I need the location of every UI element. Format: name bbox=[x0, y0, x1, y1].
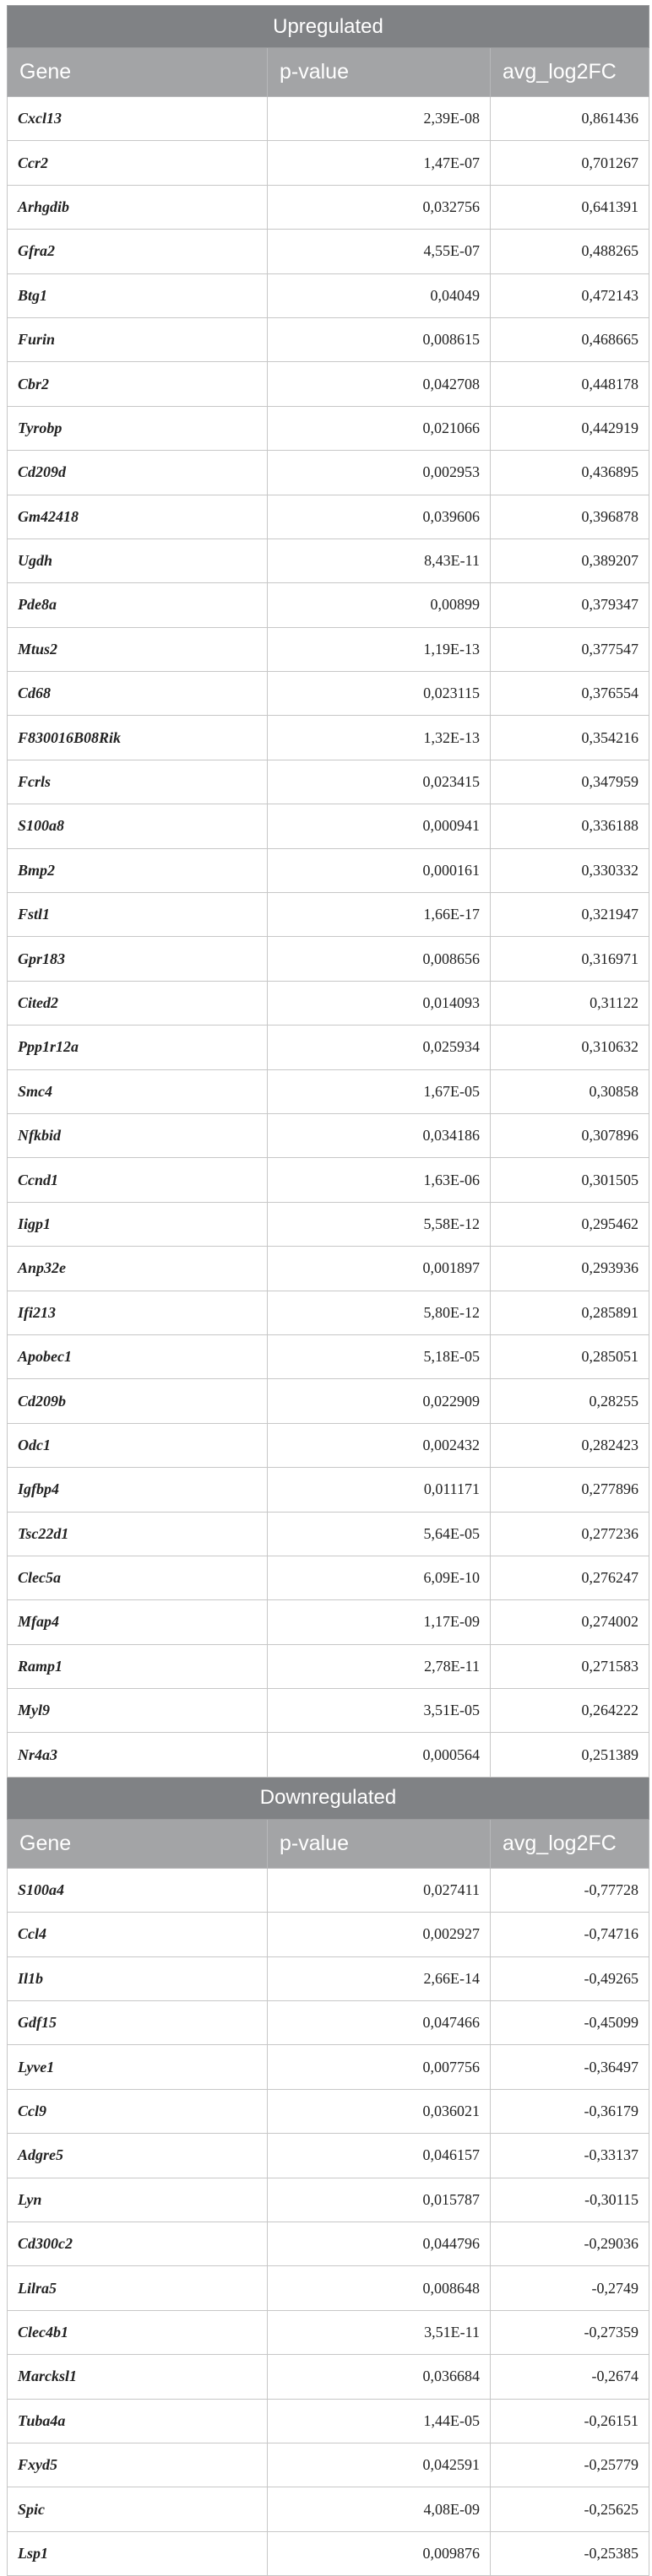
upregulated-title: Upregulated bbox=[8, 6, 649, 48]
gene-cell: Tyrobp bbox=[8, 406, 268, 450]
table-row bbox=[8, 1913, 649, 1956]
table-row bbox=[8, 2399, 649, 2443]
p-value-cell: 5,80E-12 bbox=[268, 1291, 491, 1334]
log2fc-cell: 0,293936 bbox=[491, 1247, 649, 1291]
p-value-cell: 0,000161 bbox=[268, 848, 491, 892]
gene-cell: Ugdh bbox=[8, 538, 268, 582]
gene-cell: Arhgdib bbox=[8, 185, 268, 229]
log2fc-cell: 0,30858 bbox=[491, 1069, 649, 1113]
log2fc-cell: -0,74716 bbox=[491, 1913, 649, 1956]
p-value-cell: 0,027411 bbox=[268, 1868, 491, 1912]
gene-cell: Lyve1 bbox=[8, 2045, 268, 2089]
p-value-cell: 2,78E-11 bbox=[268, 1644, 491, 1688]
gene-cell: Spic bbox=[8, 2487, 268, 2531]
p-value-cell: 4,08E-09 bbox=[268, 2487, 491, 2531]
log2fc-column-header: avg_log2FC bbox=[491, 48, 649, 97]
gene-cell: Bmp2 bbox=[8, 848, 268, 892]
log2fc-cell: 0,436895 bbox=[491, 451, 649, 495]
gene-expression-table bbox=[7, 5, 649, 2576]
p-value-cell: 0,022909 bbox=[268, 1379, 491, 1423]
gene-cell: Iigp1 bbox=[8, 1202, 268, 1246]
gene-cell: Anp32e bbox=[8, 1247, 268, 1291]
log2fc-cell: -0,2749 bbox=[491, 2266, 649, 2310]
table-row bbox=[8, 1956, 649, 2000]
downregulated-section-header bbox=[8, 1777, 649, 1819]
log2fc-cell: -0,77728 bbox=[491, 1868, 649, 1912]
p-value-cell: 0,008615 bbox=[268, 317, 491, 361]
gene-cell: Nr4a3 bbox=[8, 1733, 268, 1777]
p-value-cell: 2,39E-08 bbox=[268, 97, 491, 141]
p-value-cell: 0,023115 bbox=[268, 672, 491, 716]
p-value-cell: 1,19E-13 bbox=[268, 627, 491, 671]
p-value-column-header: p-value bbox=[268, 48, 491, 97]
gene-cell: S100a4 bbox=[8, 1868, 268, 1912]
table-row bbox=[8, 2134, 649, 2178]
p-value-cell: 0,046157 bbox=[268, 2134, 491, 2178]
p-value-cell: 5,58E-12 bbox=[268, 1202, 491, 1246]
log2fc-cell: 0,354216 bbox=[491, 716, 649, 760]
table-row bbox=[8, 495, 649, 538]
gene-cell: Fcrls bbox=[8, 760, 268, 804]
table-row bbox=[8, 2001, 649, 2045]
log2fc-cell: 0,389207 bbox=[491, 538, 649, 582]
p-value-cell: 0,034186 bbox=[268, 1113, 491, 1157]
table-row bbox=[8, 716, 649, 760]
gene-column-header: Gene bbox=[8, 1819, 268, 1868]
p-value-cell: 0,009876 bbox=[268, 2531, 491, 2575]
p-value-cell: 0,036021 bbox=[268, 2089, 491, 2133]
log2fc-cell: 0,271583 bbox=[491, 1644, 649, 1688]
log2fc-cell: 0,274002 bbox=[491, 1600, 649, 1644]
gene-cell: Marcksl1 bbox=[8, 2355, 268, 2399]
p-value-cell: 0,044796 bbox=[268, 2222, 491, 2265]
gene-cell: Lyn bbox=[8, 2178, 268, 2222]
gene-cell: Ccr2 bbox=[8, 141, 268, 185]
gene-cell: Fxyd5 bbox=[8, 2443, 268, 2487]
gene-cell: Apobec1 bbox=[8, 1334, 268, 1378]
gene-cell: Mtus2 bbox=[8, 627, 268, 671]
p-value-cell: 0,007756 bbox=[268, 2045, 491, 2089]
log2fc-cell: 0,28255 bbox=[491, 1379, 649, 1423]
p-value-cell: 0,047466 bbox=[268, 2001, 491, 2045]
log2fc-cell: 0,277236 bbox=[491, 1512, 649, 1556]
p-value-cell: 0,002953 bbox=[268, 451, 491, 495]
gene-cell: Cd209b bbox=[8, 1379, 268, 1423]
gene-cell: Ccl4 bbox=[8, 1913, 268, 1956]
log2fc-cell: 0,307896 bbox=[491, 1113, 649, 1157]
p-value-cell: 0,002927 bbox=[268, 1913, 491, 1956]
gene-cell: Cd68 bbox=[8, 672, 268, 716]
log2fc-cell: 0,310632 bbox=[491, 1026, 649, 1069]
gene-cell: Ccl9 bbox=[8, 2089, 268, 2133]
p-value-cell: 0,008656 bbox=[268, 937, 491, 981]
table-row bbox=[8, 1291, 649, 1334]
gene-cell: Furin bbox=[8, 317, 268, 361]
log2fc-cell: -0,33137 bbox=[491, 2134, 649, 2178]
log2fc-cell: -0,27359 bbox=[491, 2310, 649, 2354]
gene-cell: S100a8 bbox=[8, 804, 268, 848]
p-value-cell: 5,18E-05 bbox=[268, 1334, 491, 1378]
gene-cell: Fstl1 bbox=[8, 893, 268, 937]
p-value-cell: 0,025934 bbox=[268, 1026, 491, 1069]
p-value-cell: 0,032756 bbox=[268, 185, 491, 229]
log2fc-cell: -0,29036 bbox=[491, 2222, 649, 2265]
p-value-cell: 8,43E-11 bbox=[268, 538, 491, 582]
p-value-cell: 6,09E-10 bbox=[268, 1556, 491, 1599]
log2fc-cell: 0,295462 bbox=[491, 1202, 649, 1246]
log2fc-cell: 0,468665 bbox=[491, 317, 649, 361]
p-value-cell: 0,000564 bbox=[268, 1733, 491, 1777]
table-row bbox=[8, 1026, 649, 1069]
log2fc-cell: 0,336188 bbox=[491, 804, 649, 848]
table-row bbox=[8, 1334, 649, 1378]
gene-cell: Ramp1 bbox=[8, 1644, 268, 1688]
gene-column-header: Gene bbox=[8, 48, 268, 97]
table-row bbox=[8, 1556, 649, 1599]
p-value-cell: 0,011171 bbox=[268, 1468, 491, 1512]
log2fc-cell: 0,448178 bbox=[491, 362, 649, 406]
table-row bbox=[8, 273, 649, 317]
table-row bbox=[8, 1868, 649, 1912]
table-row bbox=[8, 1069, 649, 1113]
table-row bbox=[8, 1158, 649, 1202]
gene-cell: Nfkbid bbox=[8, 1113, 268, 1157]
gene-cell: Igfbp4 bbox=[8, 1468, 268, 1512]
log2fc-cell: 0,277896 bbox=[491, 1468, 649, 1512]
table-row bbox=[8, 2443, 649, 2487]
table-row bbox=[8, 1379, 649, 1423]
p-value-cell: 5,64E-05 bbox=[268, 1512, 491, 1556]
p-value-cell: 3,51E-05 bbox=[268, 1689, 491, 1733]
p-value-cell: 0,04049 bbox=[268, 273, 491, 317]
gene-table-container bbox=[7, 5, 649, 2576]
upregulated-section-header bbox=[8, 6, 649, 48]
log2fc-cell: 0,396878 bbox=[491, 495, 649, 538]
log2fc-cell: -0,45099 bbox=[491, 2001, 649, 2045]
table-row bbox=[8, 760, 649, 804]
gene-cell: Cited2 bbox=[8, 981, 268, 1025]
table-row bbox=[8, 583, 649, 627]
p-value-cell: 2,66E-14 bbox=[268, 1956, 491, 2000]
table-row bbox=[8, 2045, 649, 2089]
gene-cell: Il1b bbox=[8, 1956, 268, 2000]
p-value-cell: 1,47E-07 bbox=[268, 141, 491, 185]
gene-cell: Lsp1 bbox=[8, 2531, 268, 2575]
p-value-cell: 0,023415 bbox=[268, 760, 491, 804]
table-row bbox=[8, 2266, 649, 2310]
table-row bbox=[8, 627, 649, 671]
log2fc-cell: 0,377547 bbox=[491, 627, 649, 671]
log2fc-cell: -0,26151 bbox=[491, 2399, 649, 2443]
gene-cell: Gfra2 bbox=[8, 230, 268, 273]
downregulated-title: Downregulated bbox=[8, 1777, 649, 1819]
log2fc-cell: 0,488265 bbox=[491, 230, 649, 273]
p-value-cell: 1,67E-05 bbox=[268, 1069, 491, 1113]
p-value-cell: 0,039606 bbox=[268, 495, 491, 538]
gene-cell: Ccnd1 bbox=[8, 1158, 268, 1202]
p-value-cell: 3,51E-11 bbox=[268, 2310, 491, 2354]
gene-cell: Cd209d bbox=[8, 451, 268, 495]
gene-cell: Lilra5 bbox=[8, 2266, 268, 2310]
p-value-cell: 1,17E-09 bbox=[268, 1600, 491, 1644]
gene-cell: Gpr183 bbox=[8, 937, 268, 981]
table-row bbox=[8, 406, 649, 450]
gene-cell: Gdf15 bbox=[8, 2001, 268, 2045]
p-value-cell: 1,63E-06 bbox=[268, 1158, 491, 1202]
log2fc-cell: 0,301505 bbox=[491, 1158, 649, 1202]
log2fc-cell: 0,285051 bbox=[491, 1334, 649, 1378]
gene-cell: Cd300c2 bbox=[8, 2222, 268, 2265]
table-row bbox=[8, 2487, 649, 2531]
log2fc-cell: 0,264222 bbox=[491, 1689, 649, 1733]
p-value-cell: 0,002432 bbox=[268, 1423, 491, 1467]
p-value-cell: 0,036684 bbox=[268, 2355, 491, 2399]
gene-cell: Odc1 bbox=[8, 1423, 268, 1467]
gene-cell: Cbr2 bbox=[8, 362, 268, 406]
table-row bbox=[8, 362, 649, 406]
table-row bbox=[8, 1689, 649, 1733]
gene-cell: Clec4b1 bbox=[8, 2310, 268, 2354]
table-row bbox=[8, 2310, 649, 2354]
p-value-cell: 1,44E-05 bbox=[268, 2399, 491, 2443]
log2fc-cell: 0,379347 bbox=[491, 583, 649, 627]
log2fc-cell: 0,861436 bbox=[491, 97, 649, 141]
gene-cell: Gm42418 bbox=[8, 495, 268, 538]
log2fc-cell: 0,282423 bbox=[491, 1423, 649, 1467]
gene-cell: Clec5a bbox=[8, 1556, 268, 1599]
log2fc-cell: 0,276247 bbox=[491, 1556, 649, 1599]
table-row bbox=[8, 230, 649, 273]
log2fc-cell: -0,2674 bbox=[491, 2355, 649, 2399]
table-row bbox=[8, 1247, 649, 1291]
p-value-cell: 0,042708 bbox=[268, 362, 491, 406]
table-row bbox=[8, 1113, 649, 1157]
p-value-cell: 0,008648 bbox=[268, 2266, 491, 2310]
gene-cell: Btg1 bbox=[8, 273, 268, 317]
table-row bbox=[8, 1733, 649, 1777]
gene-cell: F830016B08Rik bbox=[8, 716, 268, 760]
table-row bbox=[8, 848, 649, 892]
table-row bbox=[8, 893, 649, 937]
p-value-cell: 0,001897 bbox=[268, 1247, 491, 1291]
p-value-cell: 0,014093 bbox=[268, 981, 491, 1025]
gene-cell: Myl9 bbox=[8, 1689, 268, 1733]
table-row bbox=[8, 804, 649, 848]
table-body bbox=[8, 6, 649, 2576]
table-row bbox=[8, 97, 649, 141]
log2fc-cell: 0,472143 bbox=[491, 273, 649, 317]
gene-cell: Smc4 bbox=[8, 1069, 268, 1113]
log2fc-cell: -0,30115 bbox=[491, 2178, 649, 2222]
p-value-cell: 4,55E-07 bbox=[268, 230, 491, 273]
table-row bbox=[8, 2531, 649, 2575]
log2fc-cell: -0,36179 bbox=[491, 2089, 649, 2133]
table-row bbox=[8, 451, 649, 495]
table-row bbox=[8, 1600, 649, 1644]
table-row bbox=[8, 2222, 649, 2265]
table-row bbox=[8, 672, 649, 716]
log2fc-cell: -0,25385 bbox=[491, 2531, 649, 2575]
log2fc-cell: 0,376554 bbox=[491, 672, 649, 716]
log2fc-cell: -0,36497 bbox=[491, 2045, 649, 2089]
log2fc-cell: -0,25779 bbox=[491, 2443, 649, 2487]
gene-cell: Ifi213 bbox=[8, 1291, 268, 1334]
gene-cell: Pde8a bbox=[8, 583, 268, 627]
gene-cell: Cxcl13 bbox=[8, 97, 268, 141]
p-value-cell: 0,042591 bbox=[268, 2443, 491, 2487]
log2fc-cell: 0,285891 bbox=[491, 1291, 649, 1334]
p-value-cell: 0,000941 bbox=[268, 804, 491, 848]
upregulated-column-headers bbox=[8, 48, 649, 97]
table-row bbox=[8, 2178, 649, 2222]
table-row bbox=[8, 317, 649, 361]
gene-cell: Ppp1r12a bbox=[8, 1026, 268, 1069]
log2fc-cell: 0,442919 bbox=[491, 406, 649, 450]
log2fc-cell: 0,316971 bbox=[491, 937, 649, 981]
p-value-cell: 0,021066 bbox=[268, 406, 491, 450]
table-row bbox=[8, 1644, 649, 1688]
log2fc-column-header: avg_log2FC bbox=[491, 1819, 649, 1868]
table-row bbox=[8, 937, 649, 981]
log2fc-cell: 0,641391 bbox=[491, 185, 649, 229]
log2fc-cell: 0,31122 bbox=[491, 981, 649, 1025]
table-row bbox=[8, 185, 649, 229]
gene-cell: Adgre5 bbox=[8, 2134, 268, 2178]
table-row bbox=[8, 981, 649, 1025]
p-value-cell: 1,66E-17 bbox=[268, 893, 491, 937]
table-row bbox=[8, 1423, 649, 1467]
gene-cell: Mfap4 bbox=[8, 1600, 268, 1644]
p-value-cell: 0,00899 bbox=[268, 583, 491, 627]
table-row bbox=[8, 1512, 649, 1556]
table-row bbox=[8, 2355, 649, 2399]
table-row bbox=[8, 2089, 649, 2133]
table-row bbox=[8, 141, 649, 185]
log2fc-cell: -0,25625 bbox=[491, 2487, 649, 2531]
downregulated-column-headers bbox=[8, 1819, 649, 1868]
table-row bbox=[8, 1202, 649, 1246]
log2fc-cell: 0,330332 bbox=[491, 848, 649, 892]
log2fc-cell: 0,347959 bbox=[491, 760, 649, 804]
gene-cell: Tuba4a bbox=[8, 2399, 268, 2443]
p-value-cell: 1,32E-13 bbox=[268, 716, 491, 760]
log2fc-cell: -0,49265 bbox=[491, 1956, 649, 2000]
log2fc-cell: 0,701267 bbox=[491, 141, 649, 185]
p-value-cell: 0,015787 bbox=[268, 2178, 491, 2222]
table-row bbox=[8, 538, 649, 582]
p-value-column-header: p-value bbox=[268, 1819, 491, 1868]
log2fc-cell: 0,321947 bbox=[491, 893, 649, 937]
gene-cell: Tsc22d1 bbox=[8, 1512, 268, 1556]
table-row bbox=[8, 1468, 649, 1512]
log2fc-cell: 0,251389 bbox=[491, 1733, 649, 1777]
